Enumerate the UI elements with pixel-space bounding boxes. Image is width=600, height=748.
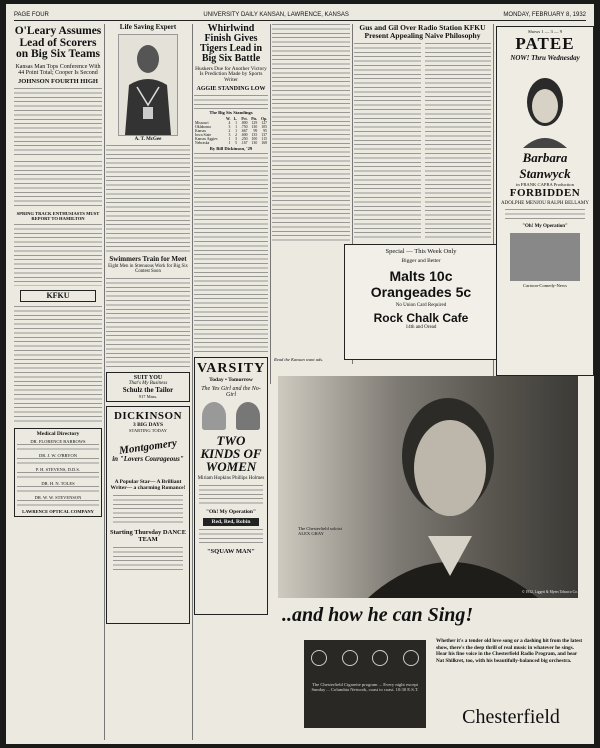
ad-schulz-line: SUIT YOU (133, 374, 163, 381)
headline-swimmers: Swimmers Train for Meet (109, 255, 187, 263)
ad-patee-name: PATEE (515, 34, 575, 53)
standings-cell: 1 (235, 124, 238, 129)
radio-dial-icon (372, 650, 388, 666)
ad-chesterfield (272, 376, 590, 738)
ad-chesterfield-radio-text: The Chesterfield Cigarette program ... Every night except Sunday ... Columbia Network, coast to coast. 10:30 E.S.T. (311, 682, 419, 692)
ad-orangeades: Orangeades 5c (370, 284, 472, 300)
standings-cell: 95 (263, 128, 267, 133)
ad-chesterfield-slogan: ..and how he can Sing! (282, 604, 474, 626)
standings-cell: 2 (228, 128, 231, 133)
ad-varsity-photo (202, 402, 226, 430)
ad-varsity-theatre (194, 357, 268, 615)
headline-oleary: O'Leary Assumes Lead of Scorers on Big Six Teams (14, 25, 102, 60)
ad-varsity-stars: Miriam Hopkins Phillips Holmes (197, 476, 265, 482)
standings-cell: W. (226, 116, 231, 121)
ad-rock-chalk-title: Special — This Week Only (385, 248, 457, 255)
subhead-johnson: JOHNSON FOURTH HIGH (18, 77, 98, 85)
column-5 (354, 24, 491, 274)
medical-directory (14, 428, 102, 517)
ad-varsity-extra2: Red, Red, Robin (203, 518, 259, 526)
standings-cell: 3 (228, 124, 231, 129)
standings-cell: 130 (251, 140, 258, 145)
ad-chesterfield-body: Whether it's a tender old love song or a dashing hit from the latest show, there's the deep thrill of real music in whatever he sings. Hear his fine voice in the Chesterfield Radio Program, and hear Nat Shilkret, too, with his beautifully-balanced big orchestra. (436, 638, 583, 664)
deck-oleary: Kansas Man Tops Conference With 44 Point Total; Cooper Is Second (15, 63, 101, 76)
ad-patee-theatre (496, 26, 594, 376)
ad-patee-now: NOW! Thru Wednesday (510, 54, 580, 62)
standings-cell: 1 (235, 120, 238, 125)
ad-varsity-extra: "Oh! My Operation" (205, 509, 257, 516)
column-4 (272, 24, 350, 364)
ad-dickinson-star: Montgomery (118, 436, 178, 457)
ad-schulz-name: Schulz the Tailor (122, 385, 174, 394)
standings-cell: .800 (240, 120, 248, 125)
subhead-aggie: AGGIE STANDING LOW (196, 86, 266, 93)
standings-cell: Op. (260, 116, 267, 121)
standings-cell: 1 (228, 136, 231, 141)
ad-patee-production: in FRANK CAPRA Production (516, 182, 574, 187)
ad-varsity-coming: "SQUAW MAN" (206, 548, 256, 556)
directory-entry: P. H. STEVENS, D.D.S. (35, 467, 81, 473)
standings-cell: Oklahoma (195, 124, 211, 129)
newspaper-title: UNIVERSITY DAILY KANSAN, LAWRENCE, KANSAS (203, 12, 349, 18)
ad-varsity-photo (236, 402, 260, 430)
ad-rock-chalk-note: No Union Card Required (395, 303, 447, 308)
ad-patee-film: FORBIDDEN (509, 187, 581, 199)
ad-chesterfield-photo (278, 376, 578, 598)
radio-dial-icon (403, 650, 419, 666)
masthead (14, 10, 586, 21)
standings-cell: 3 (235, 136, 238, 141)
standings-cell: Kansas Aggies (195, 136, 218, 141)
standings-cell: 5 (235, 140, 238, 145)
standings-cell: Pts. (251, 116, 258, 121)
standings-cell: .600 (240, 132, 248, 137)
newspaper-page (6, 4, 594, 744)
deck-whirlwind: Huskers Due for Another Victory Is Prediction Made by Sports Writer (195, 66, 267, 83)
photo-mcgee (118, 34, 178, 136)
standings-cell: Pct. (241, 116, 248, 121)
standings-cell: 130 (251, 124, 258, 129)
ad-rock-chalk-cafe (344, 244, 498, 360)
standings-cell: L. (233, 116, 238, 121)
standings-cell: 1 (235, 128, 238, 133)
ad-patee-dates: Shows 1 — 3 — 9 (527, 29, 563, 34)
ad-varsity-tagline: The Yes Girl and the No-Girl (201, 386, 261, 399)
ad-chesterfield-radio-panel (304, 640, 426, 728)
byline: By Bill Dickinson, '29 (209, 145, 253, 151)
ad-patee-extra2: Cartoon-Comedy-News (523, 283, 567, 288)
standings-cell: 127 (261, 120, 267, 125)
standings-cell: .250 (240, 136, 248, 141)
ad-chesterfield-brand: Chesterfield (462, 706, 560, 728)
standings-cell: .667 (240, 128, 248, 133)
page-number: PAGE FOUR (14, 12, 49, 18)
standings-cell: Iowa State (195, 132, 212, 137)
subhead-track: SPRING TRACK ENTHUSIASTS MUST REPORT TO HAMILTON (16, 211, 100, 221)
standings-cell: 105 (261, 124, 267, 129)
ad-malts: Malts 10c (389, 268, 453, 284)
directory-entry: DR. FLORENCE BARROWS (30, 439, 86, 445)
standings-cell: 137 (261, 132, 267, 137)
standings-cell: .750 (240, 124, 248, 129)
standings-cell: 2 (235, 132, 238, 137)
ad-dickinson-days: 3 BIG DAYS (132, 421, 164, 428)
headline-whirlwind: Whirlwind Finish Gives Tigers Lead in Big Six Battle (199, 24, 263, 64)
standings-cell: 135 (251, 132, 258, 137)
directory-entry: DR. J. W. O'BRYON (38, 453, 78, 459)
standings-title: The Big Six Standings (209, 110, 253, 116)
standings-row (194, 141, 268, 145)
column-2 (106, 24, 190, 740)
radio-dial-icon (311, 650, 327, 666)
ad-dickinson-theatre (106, 406, 190, 624)
ad-patee-star: Barbara Stanwyck (519, 150, 571, 181)
directory-title: Medical Directory (36, 431, 80, 438)
ad-patee-extra: "Oh! My Operation" (522, 224, 568, 229)
ad-dickinson-name: DICKINSON (113, 409, 183, 422)
headline-gus-gil: Gus and Gil Over Radio Station KFKU Present Appealing Naive Philosophy (359, 24, 486, 40)
deck-swimmers: Eight Men in Strenuous Work for Big Six Contest Soon (108, 264, 188, 274)
ad-varsity-name: VARSITY (197, 361, 266, 377)
want-ads-note: Read the Kansan want ads. (274, 357, 324, 362)
directory-entry: DR. W. W. STEVENSON (34, 495, 82, 501)
issue-date: MONDAY, FEBRUARY 8, 1932 (503, 12, 586, 18)
directory-entry: DR. H. N. TOLES (41, 481, 75, 487)
standings-cell: Kansas (195, 128, 206, 133)
ad-dickinson-start: STARTING TODAY (129, 427, 167, 433)
ad-dickinson-film: in "Lovers Courageous" (112, 454, 184, 463)
ad-patee-photo2 (510, 233, 580, 281)
ad-patee-costars: ADOLPHE MENJOU RALPH BELLAMY (501, 201, 589, 206)
ad-dickinson-dance: Starting Thursday DANCE TEAM (109, 528, 187, 543)
ad-rock-chalk-name: Rock Chalk Cafe (373, 311, 469, 325)
ad-varsity-film: TWO KINDS OF WOMEN (200, 433, 262, 475)
radio-dial-icon (342, 650, 358, 666)
standings-cell: 115 (261, 136, 267, 141)
column-1 (14, 24, 102, 740)
ad-patee-photo (513, 68, 577, 148)
ad-varsity-dates: Today • Tomorrow (209, 377, 253, 384)
ad-dickinson-tagline: A Popular Star— A Brilliant Writer— a charming Romance! (110, 478, 186, 491)
ad-schulz-tailor (106, 372, 190, 402)
ad-schulz-line: That's My Business (128, 380, 168, 386)
ad-schulz-address: 917 Mass. (138, 393, 158, 399)
standings-cell: 1 (228, 140, 231, 145)
kfku-box: KFKU (20, 290, 96, 302)
headline-lifesaving: Life Saving Expert (119, 24, 177, 31)
column-3 (194, 24, 268, 740)
standings-cell: 4 (228, 120, 231, 125)
standings-cell: Nebraska (195, 140, 210, 145)
caption-mcgee: A. T. McGee (134, 137, 162, 142)
ad-chesterfield-copyright: © 1932, Liggett & Myers Tobacco Co. (522, 590, 578, 594)
ad-rock-chalk-sub: Bigger and Better (401, 258, 441, 264)
standings-cell: 129 (251, 120, 258, 125)
standings-table (194, 117, 268, 145)
ad-chesterfield-caption: The Chesterfield soloist ALEX GRAY (298, 526, 342, 536)
directory-entry: LAWRENCE OPTICAL COMPANY (22, 509, 94, 515)
standings-cell: Missouri (195, 120, 209, 125)
standings-cell: 3 (228, 132, 231, 137)
standings-cell: 99 (253, 128, 258, 133)
ad-rock-chalk-address: 14th and Oread (405, 325, 437, 330)
standings-cell: .167 (240, 140, 248, 145)
standings-cell: 168 (261, 140, 267, 145)
standings-cell: 100 (251, 136, 258, 141)
